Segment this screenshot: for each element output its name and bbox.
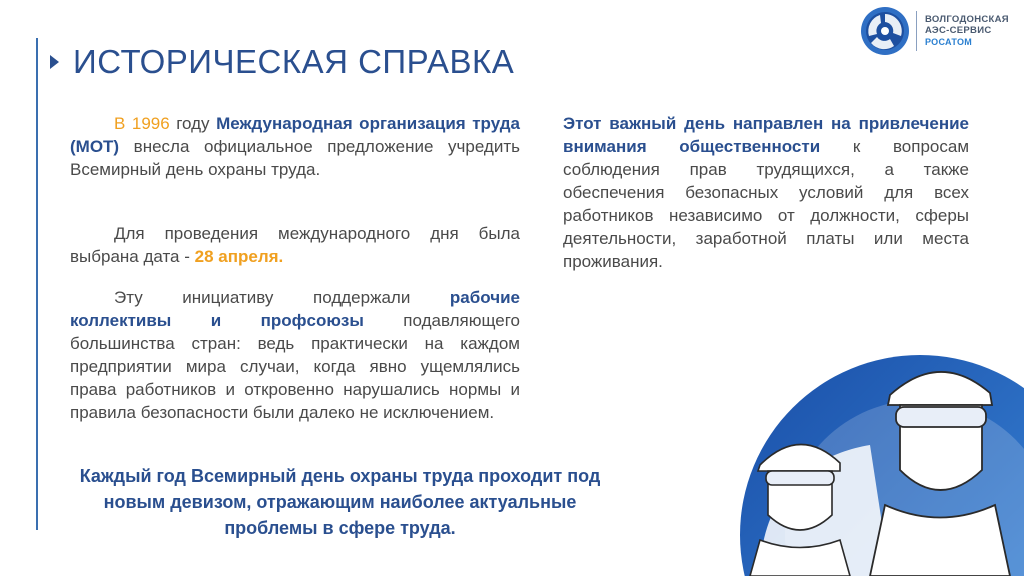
p3-text-1: Эту инициативу поддержали [114,288,450,307]
paragraph-initiative [70,286,520,424]
page-title: ИСТОРИЧЕСКАЯ СПРАВКА [73,43,515,80]
p1-text-1: году [169,114,217,133]
company-logo [860,6,1009,56]
title-row [50,40,514,84]
year-highlight: В 1996 [114,114,170,133]
ilo-name: Международная организация труда (МОТ) [70,114,520,156]
motto-text: Каждый год Всемирный день охраны труда проходит под новым девизом, отражающим наиболее актуальные проблемы в сфере труда. [79,466,601,538]
purpose-highlight: Этот важный день направлен на привлечение внимания общественности [563,114,969,156]
logo-line-1: ВОЛГОДОНСКАЯ [925,14,1009,25]
p3-text-2: подавляющего большинства стран: ведь практически на каждом предприятии мира случаи, когда явно ущемлялись права работников и откровенно нарушались нормы и правила безопасности были далеко не исключением. [70,311,520,422]
triangle-bullet-icon [50,55,59,69]
paragraph-1996 [70,112,520,181]
p2-text-1: Для проведения международного дня была выбрана дата - [70,224,520,266]
paragraph-date [70,222,520,268]
date-highlight: 28 апреля. [194,247,284,266]
logo-divider [916,11,917,51]
logo-line-2: АЭС-СЕРВИС [925,25,992,36]
paragraph-purpose [563,112,969,273]
logo-line-3: РОСАТОМ [925,37,973,47]
purpose-text: к вопросам соблюдения прав трудящихся, а также обеспечения безопасных условий для всех работников независимо от должности, сферы деятельности, заработной платы или места проживания. [563,137,970,271]
workers-illustration [690,345,1024,576]
logo-text [925,14,1009,48]
rosatom-logo-icon [860,6,910,56]
unions-highlight: рабочие коллективы и профсоюзы [70,288,520,330]
left-vertical-rule [36,38,38,530]
p1-text-2: внесла официальное предложение учредить Всемирный день охраны труда. [70,137,520,179]
